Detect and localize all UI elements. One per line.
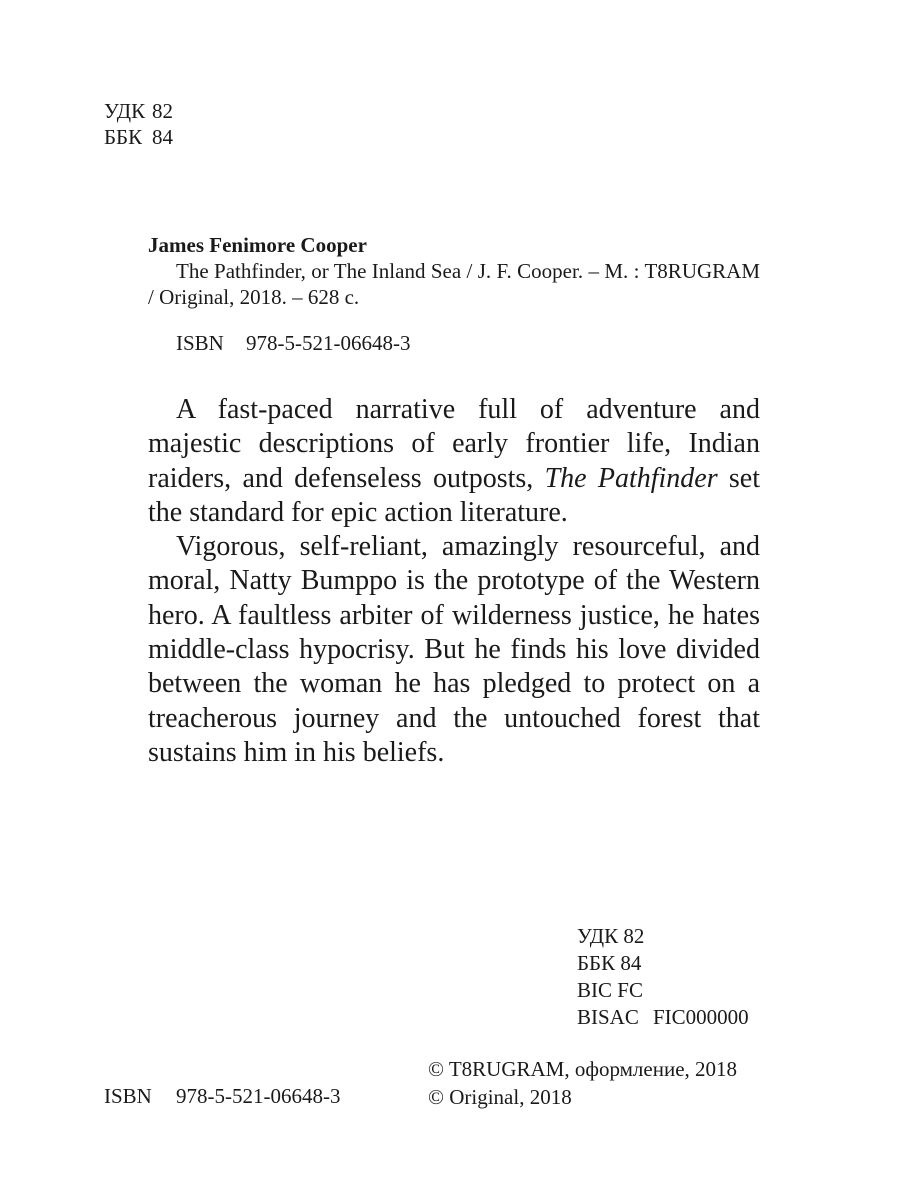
bbk-label: ББК (104, 125, 143, 149)
catalog-record (148, 232, 760, 356)
code-label: ББК (577, 951, 616, 975)
isbn-bottom (104, 1083, 340, 1109)
code-value: 84 (620, 951, 642, 975)
book-title: The Pathfinder (544, 462, 718, 494)
copyright-line-2: © Original, 2018 (428, 1085, 572, 1109)
isbn-value: 978-5-521-06648-3 (176, 1084, 341, 1108)
code-label: УДК (577, 924, 619, 948)
annotation-text: A fast-paced narrative full of adventure and majestic descriptions of early frontier life, Indian raiders, and defenseless outposts, (148, 394, 760, 494)
isbn-label: ISBN (176, 331, 224, 355)
bibliographic-entry: The Pathfinder, or The Inland Sea / J. F. Cooper. – M. : T8RUGRAM / Original, 2018. – 628 с. (148, 259, 760, 309)
code-label: BIC (577, 978, 613, 1002)
isbn-label: ISBN (104, 1084, 152, 1108)
code-value: FC (617, 978, 643, 1002)
copyright-block (428, 1055, 737, 1111)
annotation (148, 393, 760, 770)
annotation-paragraph-2: Vigorous, self-reliant, amazingly resourceful, and moral, Natty Bumppo is the prototype of the Western hero. A faultless arbiter of wilderness justice, he hates middle-class hypocrisy. But he finds his love divided between the woman he has pledged to protect on a treacherous journey and the untouched forest that sustains him in his beliefs. (148, 531, 760, 768)
classification-codes-bottom (577, 923, 749, 1031)
udk-code (104, 98, 173, 124)
udk-label: УДК (104, 99, 146, 123)
catalog-isbn (148, 330, 760, 356)
bisac-code (577, 1004, 749, 1031)
udk-value: 82 (152, 99, 173, 123)
author-name: James Fenimore Cooper (148, 233, 367, 257)
bbk-code (104, 124, 173, 150)
classification-codes-top (104, 98, 173, 150)
bbk-code (577, 950, 749, 977)
code-value: 82 (623, 924, 645, 948)
copyright-line-1: © T8RUGRAM, оформление, 2018 (428, 1057, 738, 1081)
bbk-value: 84 (152, 125, 173, 149)
udk-code (577, 923, 749, 950)
bic-code (577, 977, 749, 1004)
code-value: FIC000000 (653, 1005, 749, 1029)
code-label: BISAC (577, 1005, 639, 1029)
annotation-paragraph-1 (148, 393, 760, 530)
annotation-text: set the standard for epic action literature. (148, 462, 761, 528)
isbn-value: 978-5-521-06648-3 (246, 331, 411, 355)
